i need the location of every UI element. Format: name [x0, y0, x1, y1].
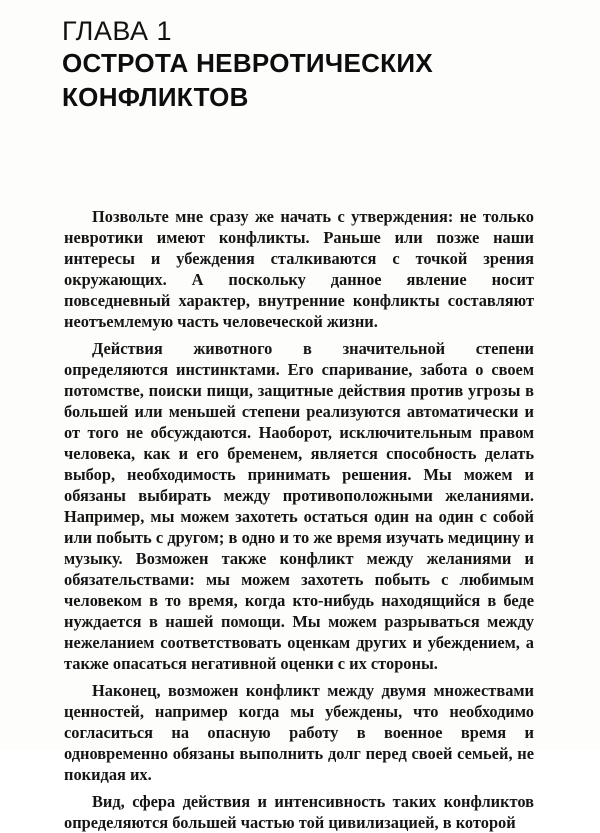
- paragraph-1: Позвольте мне сразу же начать с утверждения: не только невротики имеют конфликты. Раньше или позже наши интересы и убеждения сталкиваются с точкой зрения окружающих. А поскольку данное явление носит повседневный характер, внутренние конфликты составляют неотъемлемую часть человеческой жизни.: [64, 207, 534, 331]
- paragraph-2: Действия животного в значительной степени определяются инстинктами. Его спаривание, забота о своем потомстве, поиски пищи, защитные действия против угрозы в большей или меньшей степени реализуются автоматически и от того не обсуждаются. Наоборот, исключительным правом человека, как и его бременем, является способность делать выбор, необходимость принимать решения. Мы можем и обязаны выбирать между противоположными желаниями. Например, мы можем захотеть остаться один на один с собой или побыть с другом; в одно и то же время изучать медицину и музыку. Возможен также конфликт между желаниями и обязательствами: мы можем захотеть побыть с любимым человеком в то время, когда кто-нибудь находящийся в беде нуждается в нашей помощи. Мы можем разрываться между нежеланием соответствовать оценкам других и убеждением, а также опасаться негативной оценки с их стороны.: [64, 339, 534, 673]
- paragraph-3: Наконец, возможен конфликт между двумя множествами ценностей, например когда мы убеждены, что необходимо согласиться на опасную работу в военное время и одновременно обязаны выполнить долг перед своей семьей, не покидая их.: [64, 681, 534, 784]
- chapter-number: ГЛАВА 1: [62, 16, 172, 46]
- chapter-title: ОСТРОТА НЕВРОТИЧЕСКИХ КОНФЛИКТОВ: [62, 48, 433, 112]
- paragraph-4: Вид, сфера действия и интенсивность таких конфликтов определяются большей частью той цивилизацией, в которой: [64, 792, 534, 832]
- chapter-body: [64, 206, 534, 833]
